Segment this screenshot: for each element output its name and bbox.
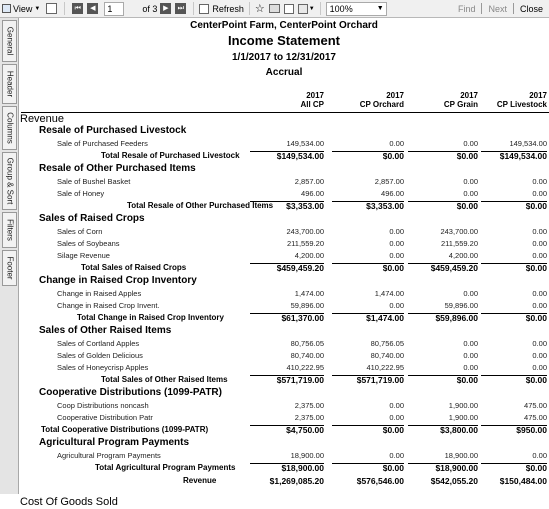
tab-footer[interactable] [2, 250, 17, 286]
table-row-label: Silage Revenue [57, 251, 110, 260]
group-total-row-label: Total Agricultural Program Payments [95, 463, 236, 472]
table-row-value: 211,559.20 [441, 239, 478, 248]
group-total-row-value: $459,459.20 [408, 263, 478, 273]
report-toolbar [0, 0, 549, 18]
group-total-row [19, 425, 549, 436]
column-year: 2017 [386, 91, 404, 100]
table-row [19, 189, 549, 200]
page-setup-button[interactable] [282, 1, 296, 17]
group-total-row [19, 151, 549, 162]
group-total-row-label: Total Sales of Other Raised Items [101, 375, 228, 384]
group-total-row-value: $0.00 [332, 263, 404, 273]
table-row-value: 1,474.00 [374, 289, 404, 298]
column-year: 2017 [460, 91, 478, 100]
page-icon [46, 3, 57, 14]
column-header-cp-orchard [360, 91, 404, 109]
tab-general[interactable] [2, 20, 17, 62]
refresh-label: Refresh [212, 3, 244, 14]
table-row-value: 80,756.05 [370, 339, 404, 348]
tab-group-sort-label: Group & Sort [5, 157, 14, 205]
table-row-value: 243,700.00 [440, 227, 478, 236]
tab-general-label: General [5, 26, 14, 56]
zoom-select[interactable] [326, 2, 387, 16]
table-row-label: Sales of Golden Delicious [57, 351, 143, 360]
table-row [19, 351, 549, 362]
find-button[interactable]: Find [457, 3, 476, 14]
view-menu-button[interactable] [0, 1, 42, 17]
table-row-value: 2,375.00 [294, 413, 324, 422]
column-year: 2017 [529, 91, 547, 100]
group-total-row-value: $0.00 [481, 463, 547, 473]
group-total-row-label: Total Cooperative Distributions (1099-PATR) [41, 425, 209, 434]
table-row-value: 0.00 [463, 177, 478, 186]
group-heading [19, 214, 549, 225]
group-total-row-value: $18,900.00 [408, 463, 478, 473]
table-row [19, 251, 549, 262]
table-row-value: 2,857.00 [374, 177, 404, 186]
table-row [19, 413, 549, 424]
group-total-row-value: $4,750.00 [250, 425, 324, 435]
toolbar-separator [193, 2, 194, 15]
table-row-label: Sales of Honeycrisp Apples [57, 363, 149, 372]
print-icon [269, 4, 280, 13]
tab-filters-label: Filters [5, 219, 14, 241]
group-total-row-value: $0.00 [408, 151, 478, 161]
group-total-row-value: $61,370.00 [250, 313, 324, 323]
table-row-value: 0.00 [389, 401, 404, 410]
table-row-value: 0.00 [389, 301, 404, 310]
chevron-down-icon: ▼ [376, 4, 384, 12]
revenue-heading-label: Revenue [20, 113, 65, 125]
group-total-row-value: $0.00 [481, 263, 547, 273]
table-row [19, 363, 549, 374]
header-divider [21, 112, 549, 113]
page-count-label: of 3 [142, 3, 158, 14]
group-total-row [19, 313, 549, 324]
print-button[interactable] [267, 1, 282, 17]
table-row-value: 0.00 [389, 251, 404, 260]
table-row [19, 139, 549, 150]
column-name: CP Orchard [359, 100, 404, 109]
table-row-value: 0.00 [389, 239, 404, 248]
group-heading [19, 126, 549, 137]
report-period: 1/1/2017 to 12/31/2017 [232, 52, 336, 63]
table-row-label: Sales of Corn [57, 227, 103, 236]
table-row-value: 2,857.00 [294, 177, 324, 186]
table-row-value: 496.00 [381, 189, 404, 198]
table-row-value: 0.00 [389, 139, 404, 148]
table-row-value: 0.00 [532, 227, 547, 236]
report-page [19, 18, 549, 508]
group-heading [19, 388, 549, 399]
tab-header[interactable] [2, 64, 17, 104]
group-total-row-value: $0.00 [481, 375, 547, 385]
chevron-down-icon: ▼ [308, 5, 315, 12]
next-button[interactable]: Next [488, 3, 507, 14]
group-heading-label: Resale of Purchased Livestock [39, 125, 187, 136]
table-row-value: 211,559.20 [287, 239, 324, 248]
table-row-value: 0.00 [389, 413, 404, 422]
group-total-row [19, 463, 549, 474]
group-total-row-value: $0.00 [332, 463, 404, 473]
group-total-row [19, 263, 549, 274]
table-row-value: 0.00 [532, 189, 547, 198]
table-row [19, 401, 549, 412]
export-icon [298, 4, 308, 14]
table-row-label: Sales of Soybeans [57, 239, 120, 248]
revenue-total-row [19, 476, 549, 487]
column-year: 2017 [306, 91, 324, 100]
table-row-value: 0.00 [532, 301, 547, 310]
group-total-row-value: $3,353.00 [250, 201, 324, 211]
table-row-value: 1,900.00 [448, 401, 478, 410]
table-row-label: Change in Raised Apples [57, 289, 142, 298]
refresh-icon [199, 4, 209, 14]
table-row-value: 59,896.00 [444, 301, 478, 310]
table-row [19, 451, 549, 462]
table-row [19, 227, 549, 238]
group-heading-label: Sales of Raised Crops [39, 213, 145, 224]
table-row-value: 0.00 [389, 451, 404, 460]
table-row-value: 496.00 [301, 189, 324, 198]
table-row-value: 0.00 [532, 251, 547, 260]
table-row [19, 339, 549, 350]
previous-page-icon[interactable]: ◀ [87, 3, 98, 14]
table-row-value: 0.00 [463, 339, 478, 348]
tab-header-label: Header [5, 70, 14, 98]
group-total-row-value: $571,719.00 [250, 375, 324, 385]
page-setup-icon [284, 4, 294, 14]
table-row-value: 1,474.00 [294, 289, 324, 298]
side-tab-strip [0, 18, 19, 494]
table-row-value: 1,900.00 [448, 413, 478, 422]
report-title: Income Statement [228, 33, 340, 48]
table-row [19, 177, 549, 188]
favorite-button[interactable] [253, 1, 267, 17]
group-total-row-value: $571,719.00 [332, 375, 404, 385]
page-view-button[interactable] [42, 1, 61, 17]
report-basis: Accrual [265, 67, 303, 78]
column-name: All CP [300, 100, 324, 109]
group-total-row-value: $59,896.00 [408, 313, 478, 323]
close-button[interactable]: Close [519, 3, 543, 14]
first-page-icon[interactable]: ⏮ [72, 3, 83, 14]
table-row [19, 301, 549, 312]
table-row-value: 0.00 [463, 351, 478, 360]
group-heading [19, 164, 549, 175]
group-total-row-value: $459,459.20 [250, 263, 324, 273]
table-row-value: 0.00 [532, 177, 547, 186]
table-row-value: 0.00 [532, 363, 547, 372]
group-total-row-value: $950.00 [481, 425, 547, 435]
group-total-row-value: $0.00 [408, 375, 478, 385]
table-row-value: 0.00 [532, 351, 547, 360]
group-total-row-value: $0.00 [408, 201, 478, 211]
table-row-value: 0.00 [532, 339, 547, 348]
table-row-value: 0.00 [463, 189, 478, 198]
company-name: CenterPoint Farm, CenterPoint Orchard [190, 20, 378, 31]
zoom-value: 100% [329, 3, 353, 14]
tab-filters[interactable] [2, 212, 17, 248]
table-row-label: Sale of Bushel Basket [57, 177, 131, 186]
table-row-label: Sale of Honey [57, 189, 105, 198]
table-row-value: 4,200.00 [294, 251, 324, 260]
table-row-value: 18,900.00 [290, 451, 324, 460]
group-heading [19, 326, 549, 337]
group-heading-label: Change in Raised Crop Inventory [39, 275, 197, 286]
table-row-value: 410,222.95 [366, 363, 404, 372]
group-heading [19, 276, 549, 287]
export-button[interactable] [296, 1, 317, 17]
next-page-icon[interactable]: ▶ [160, 3, 171, 14]
group-total-row-label: Total Change in Raised Crop Inventory [77, 313, 224, 322]
group-total-row-value: $18,900.00 [250, 463, 324, 473]
revenue-total-row-label: Revenue [183, 476, 217, 485]
toolbar-separator [249, 2, 250, 15]
table-row-label: Change in Raised Crop Invent. [57, 301, 160, 310]
group-total-row-value: $149,534.00 [481, 151, 547, 161]
view-icon [2, 4, 11, 13]
table-row-label: Sale of Purchased Feeders [57, 139, 148, 148]
table-row-value: 2,375.00 [294, 401, 324, 410]
column-header-all-cp [300, 91, 324, 109]
table-row-label: Cooperative Distribution Patr [57, 413, 153, 422]
table-row-value: 80,740.00 [370, 351, 404, 360]
table-row-label: Coop Distributions noncash [57, 401, 149, 410]
chevron-down-icon: ▼ [34, 5, 41, 12]
tab-columns[interactable] [2, 106, 17, 150]
tab-footer-label: Footer [5, 256, 14, 280]
group-heading [19, 438, 549, 449]
group-heading-label: Agricultural Program Payments [39, 437, 190, 448]
group-total-row-value: $0.00 [481, 201, 547, 211]
revenue-total-row-value: $542,055.20 [430, 476, 478, 486]
table-row-value: 243,700.00 [286, 227, 324, 236]
group-total-row [19, 375, 549, 386]
revenue-total-row-value: $150,484.00 [499, 476, 547, 486]
table-row-value: 0.00 [532, 451, 547, 460]
view-menu-label: View [13, 3, 33, 14]
group-total-row-value: $0.00 [481, 313, 547, 323]
cogs-heading [19, 498, 549, 509]
group-total-row-value: $149,534.00 [250, 151, 324, 161]
group-total-row-label: Total Resale of Other Purchased Items [127, 201, 274, 210]
group-heading-label: Sales of Other Raised Items [39, 325, 172, 336]
page-number-input[interactable]: 1 [104, 2, 124, 16]
table-row-label: Sales of Cortland Apples [57, 339, 140, 348]
group-total-row-value: $1,474.00 [332, 313, 404, 323]
toolbar-separator [64, 2, 65, 15]
star-icon: ☆ [254, 3, 265, 15]
tab-columns-label: Columns [5, 112, 14, 144]
table-row-label: Agricultural Program Payments [57, 451, 161, 460]
column-header-cp-grain [444, 91, 478, 109]
table-row-value: 80,740.00 [290, 351, 324, 360]
table-row-value: 0.00 [532, 289, 547, 298]
group-total-row-value: $3,353.00 [332, 201, 404, 211]
table-row-value: 18,900.00 [444, 451, 478, 460]
cogs-heading-label: Cost Of Goods Sold [20, 496, 118, 508]
table-row-value: 59,896.00 [290, 301, 324, 310]
table-row-value: 149,534.00 [509, 139, 547, 148]
table-row-value: 0.00 [463, 363, 478, 372]
group-heading-label: Resale of Other Purchased Items [39, 163, 196, 174]
toolbar-separator [320, 2, 321, 15]
table-row-value: 149,534.00 [286, 139, 324, 148]
revenue-total-row-value: $576,546.00 [356, 476, 404, 486]
group-total-row-label: Total Resale of Purchased Livestock [101, 151, 240, 160]
group-total-row [19, 201, 549, 212]
column-name: CP Livestock [496, 100, 547, 109]
table-row-value: 410,222.95 [286, 363, 324, 372]
column-name: CP Grain [443, 100, 478, 109]
group-heading-label: Cooperative Distributions (1099-PATR) [39, 387, 222, 398]
group-total-row-value: $0.00 [332, 151, 404, 161]
table-row-value: 80,756.05 [290, 339, 324, 348]
table-row-value: 0.00 [532, 239, 547, 248]
table-row-value: 0.00 [463, 289, 478, 298]
table-row [19, 239, 549, 250]
table-row-value: 475.00 [524, 401, 547, 410]
table-row-value: 0.00 [389, 227, 404, 236]
table-row [19, 289, 549, 300]
column-header-cp-livestock [497, 91, 547, 109]
tab-group-sort[interactable] [2, 152, 17, 210]
group-total-row-value: $0.00 [332, 425, 404, 435]
revenue-total-row-value: $1,269,085.20 [269, 476, 324, 486]
group-total-row-value: $3,800.00 [408, 425, 478, 435]
table-row-value: 0.00 [463, 139, 478, 148]
table-row-value: 475.00 [524, 413, 547, 422]
table-row-value: 4,200.00 [448, 251, 478, 260]
last-page-icon[interactable]: ⏭ [175, 3, 186, 14]
group-total-row-label: Total Sales of Raised Crops [81, 263, 187, 272]
refresh-button[interactable] [197, 1, 246, 17]
